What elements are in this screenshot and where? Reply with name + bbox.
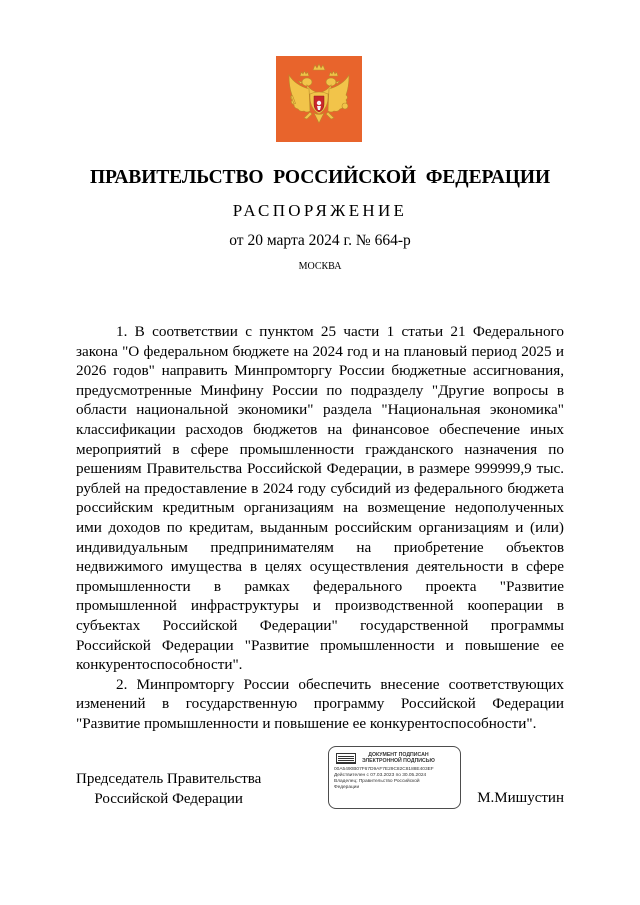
stamp-owner-line2: Федерации: [334, 785, 360, 790]
stamp-validity: Действителен с 07.03.2023 по 30.05.2024: [334, 773, 427, 778]
document-body: [76, 322, 564, 733]
signatory-position-line1: Председатель Правительства: [76, 771, 262, 787]
signature-document-icon: [336, 753, 356, 764]
paragraph-2: 2. Минпромторгу России обеспечить внесение соответствующих изменений в государственную программу Российской Федерации "Развитие промышленности и повышение ее конкурентоспособности".: [76, 675, 564, 732]
stamp-title-line1: ДОКУМЕНТ ПОДПИСАН: [368, 752, 429, 758]
signatory-position: [76, 770, 261, 809]
double-headed-eagle-icon: [276, 56, 362, 142]
signatory-position-line2: Российской Федерации: [94, 790, 243, 807]
signatory-name: М.Мишустин: [477, 790, 564, 806]
paragraph-1: 1. В соответствии с пунктом 25 части 1 статьи 21 Федерального закона "О федеральном бюджете на 2024 год и на плановый период 2025 и 2026 годов" направить Минпромторгу России бюджетные ассигнования, предусмотренные Минфину России по подразделу "Другие вопросы в области национальной экономики" раздела "Национальная экономика" классификации расходов бюджетов на финансовое обеспечение иных мероприятий в сфере промышленности гражданского назначения по решениям Правительства Российской Федерации, в размере 999999,9 тыс. рублей на предоставление в 2024 году субсидий из федерального бюджета российским кредитным организациям на возмещение недополученных ими доходов по кредитам, выданным российским организациям и (или) индивидуальным предпринимателям на приобретение объектов недвижимого имущества в целях осуществления деятельности в сфере промышленности в рамках федерального проекта "Развитие промышленной инфраструктуры и производственной кооперации в субъектах Российской Федерации" государственной программы Российской Федерации "Развитие промышленности и повышение ее конкурентоспособности".: [76, 323, 564, 674]
document-city: МОСКВА: [298, 261, 342, 272]
document-type: РАСПОРЯЖЕНИЕ: [232, 201, 408, 220]
stamp-title-line2: ЭЛЕКТРОННОЙ ПОДПИСЬЮ: [362, 758, 435, 764]
stamp-certificate: 00A5490B07F67D9AF7E29C82C8188E403EF: [334, 767, 434, 772]
document-date-number: от 20 марта 2024 г. № 664-р: [229, 232, 411, 249]
coat-of-arms-emblem: [276, 56, 362, 142]
stamp-owner-line1: Владелец: Правительство Российской: [334, 779, 420, 784]
electronic-signature-stamp: [328, 746, 461, 809]
government-title: ПРАВИТЕЛЬСТВО РОССИЙСКОЙ ФЕДЕРАЦИИ: [89, 167, 551, 188]
